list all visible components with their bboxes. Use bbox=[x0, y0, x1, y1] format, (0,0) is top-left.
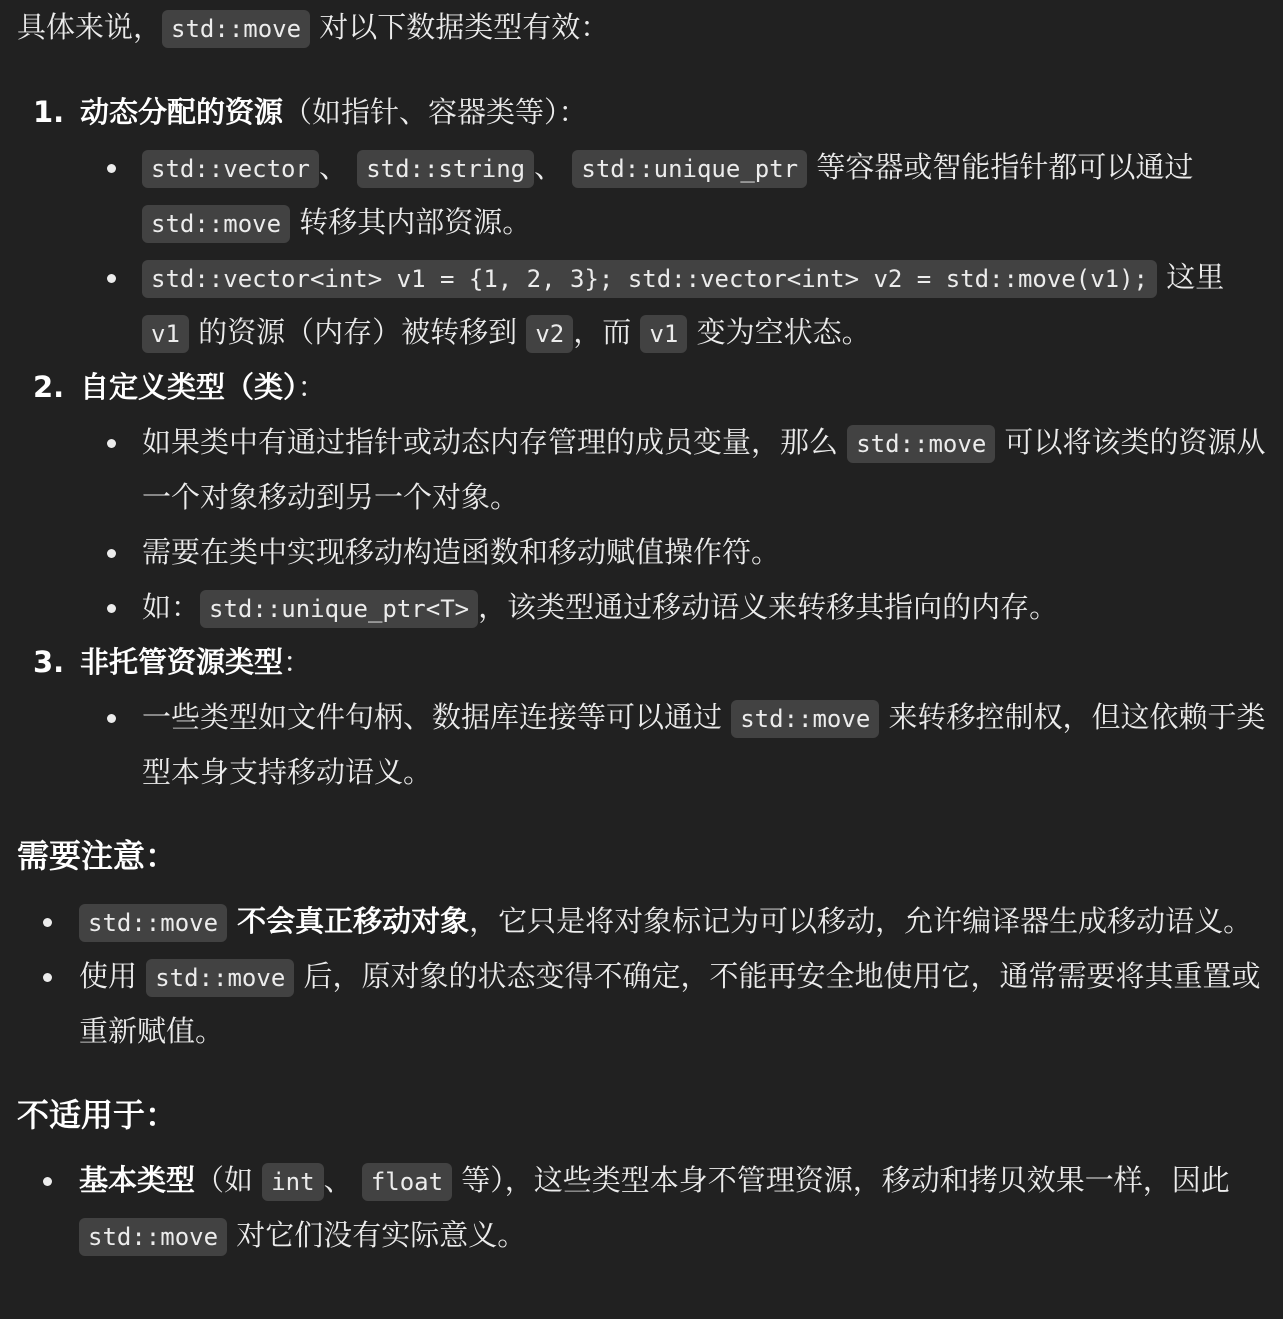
list-item-unmanaged-resources bbox=[17, 635, 1267, 800]
body-text: 如果类中有通过指针或动态内存管理的成员变量，那么 bbox=[142, 425, 848, 459]
body-text: 需要在类中实现移动构造函数和移动赋值操作符。 bbox=[142, 535, 781, 569]
item-title-suffix: （如指针、容器类等）： bbox=[283, 95, 588, 129]
body-text: 一些类型如文件句柄、数据库连接等可以通过 bbox=[142, 700, 732, 734]
item-heading bbox=[80, 360, 1267, 415]
body-text: ，而 bbox=[573, 315, 641, 349]
list-item bbox=[80, 415, 1267, 525]
bold-text: 基本类型 bbox=[79, 1163, 196, 1197]
inline-code: v2 bbox=[526, 315, 573, 353]
bold-text: 不会真正移动对象 bbox=[227, 904, 470, 938]
list-item-custom-types bbox=[17, 360, 1267, 635]
body-text: 使用 bbox=[79, 959, 147, 993]
inline-code: v1 bbox=[640, 315, 687, 353]
inline-code: std::move bbox=[731, 700, 879, 738]
sub-list bbox=[80, 690, 1267, 800]
inline-code: std::vector bbox=[142, 150, 319, 188]
list-item bbox=[17, 949, 1267, 1059]
notes-heading: 需要注意： bbox=[17, 837, 178, 875]
list-item bbox=[17, 1153, 1267, 1263]
inline-code: std::move bbox=[79, 1218, 227, 1256]
inline-code: std::vector<int> v1 = {1, 2, 3}; std::vector<int> v2 = std::move(v1); bbox=[142, 260, 1157, 298]
body-text: ，该类型通过移动语义来转移其指向的内存。 bbox=[478, 590, 1059, 624]
list-item-dynamic-resources bbox=[17, 85, 1267, 360]
text-separator: 、 bbox=[534, 150, 564, 184]
list-number: 2. bbox=[33, 370, 65, 404]
document bbox=[17, 0, 1267, 1263]
item-title: 非托管资源类型 bbox=[80, 645, 284, 679]
inline-code: std::move bbox=[79, 904, 227, 942]
inline-code: std::move bbox=[847, 425, 995, 463]
intro-code: std::move bbox=[162, 10, 310, 48]
body-text: ，它只是将对象标记为可以移动，允许编译器生成移动语义。 bbox=[469, 904, 1253, 938]
text-separator: 、 bbox=[318, 150, 348, 184]
inline-code: std::unique_ptr bbox=[572, 150, 807, 188]
body-text: 等容器或智能指针都可以通过 bbox=[807, 150, 1194, 184]
body-text: 这里 bbox=[1157, 260, 1225, 294]
inline-code: std::move bbox=[142, 205, 290, 243]
list-item bbox=[17, 894, 1267, 949]
list-number: 1. bbox=[33, 95, 65, 129]
inline-code: v1 bbox=[142, 315, 189, 353]
list-item bbox=[80, 690, 1267, 800]
item-heading bbox=[80, 635, 1267, 690]
item-title: 动态分配的资源 bbox=[80, 95, 284, 129]
body-text: 对它们没有实际意义。 bbox=[227, 1218, 527, 1252]
list-item bbox=[80, 250, 1267, 360]
intro-suffix: 对以下数据类型有效： bbox=[310, 10, 610, 44]
body-text: 变为空状态。 bbox=[687, 315, 871, 349]
text-separator: 、 bbox=[323, 1163, 353, 1197]
item-title: 自定义类型（类） bbox=[80, 370, 298, 404]
body-text: 如： bbox=[142, 590, 201, 624]
item-title-suffix: ： bbox=[297, 370, 327, 404]
not-applicable-heading: 不适用于： bbox=[17, 1096, 178, 1134]
list-item bbox=[80, 140, 1267, 250]
sub-list bbox=[80, 140, 1267, 360]
type-list bbox=[17, 85, 1267, 800]
item-title-suffix: ： bbox=[283, 645, 313, 679]
body-text: 可以将该类的资源从一个对象移动到另一个对象。 bbox=[142, 425, 1266, 514]
body-text: 的资源（内存）被转移到 bbox=[188, 315, 527, 349]
list-number: 3. bbox=[33, 645, 65, 679]
not-applicable-list bbox=[17, 1153, 1267, 1263]
body-text: 来转移控制权，但这依赖于类型本身支持移动语义。 bbox=[142, 700, 1266, 789]
list-item bbox=[80, 525, 1267, 580]
item-heading bbox=[80, 85, 1267, 140]
sub-list bbox=[80, 415, 1267, 635]
body-text: （如 bbox=[195, 1163, 263, 1197]
intro-paragraph bbox=[17, 0, 1267, 55]
list-item bbox=[80, 580, 1267, 635]
inline-code: float bbox=[362, 1163, 452, 1201]
inline-code: std::unique_ptr<T> bbox=[200, 590, 478, 628]
inline-code: std::move bbox=[146, 959, 294, 997]
inline-code: std::string bbox=[357, 150, 534, 188]
inline-code: int bbox=[262, 1163, 323, 1201]
body-text: 等），这些类型本身不管理资源，移动和拷贝效果一样，因此 bbox=[452, 1163, 1230, 1197]
notes-list bbox=[17, 894, 1267, 1059]
intro-prefix: 具体来说， bbox=[17, 10, 163, 44]
body-text: 转移其内部资源。 bbox=[290, 205, 532, 239]
body-text: 后，原对象的状态变得不确定，不能再安全地使用它，通常需要将其重置或重新赋值。 bbox=[79, 959, 1261, 1048]
